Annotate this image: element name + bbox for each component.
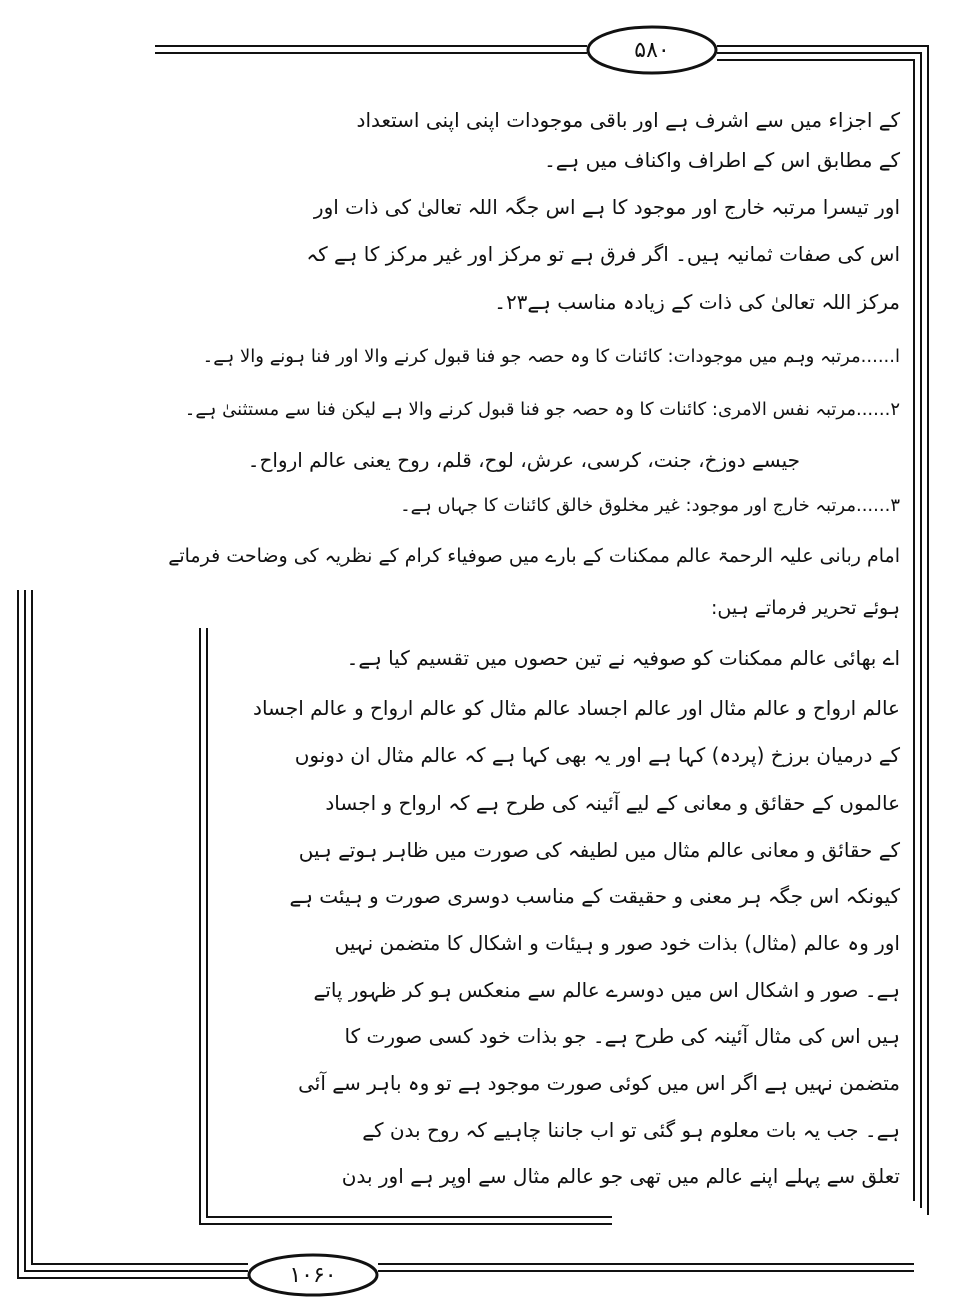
text-line: مرکز اللہ تعالیٰ کی ذات کے زیادہ مناسب ہے۲۳۔ <box>494 290 900 314</box>
quote-line: عالموں کے حقائق و معانی کے لیے آئینہ کی طرح ہے کہ ارواح و اجساد <box>325 791 900 815</box>
list-item: ۳......مرتبہ خارج اور موجود: غیر مخلوق خالق کائنات کا جہاں ہے۔ <box>400 495 900 516</box>
quote-line: ہے۔ جب یہ بات معلوم ہو گئی تو اب جاننا چاہیے کہ روح بدن کے <box>362 1118 900 1142</box>
text-line: ہوئے تحریر فرماتے ہیں: <box>711 597 900 619</box>
quote-line: کے حقائق و معانی عالم مثال میں لطیفہ کی صورت میں ظاہر ہوتے ہیں <box>298 838 900 862</box>
page-number-top: ۵۸۰ <box>634 37 670 63</box>
quote-line: تعلق سے پہلے اپنے عالم میں تھی جو عالم مثال سے اوپر ہے اور بدن <box>341 1164 900 1188</box>
quote-line: کیونکہ اس جگہ ہر معنی و حقیقت کے مناسب دوسری صورت و ہیئت ہے <box>289 884 900 908</box>
quote-line: کے درمیان برزخ (پردہ) کہا ہے اور یہ بھی کہا ہے کہ عالم مثال ان دونوں <box>294 743 900 767</box>
list-item: ا......مرتبہ وہم میں موجودات: کائنات کا وہ حصہ جو فنا قبول کرنے والا اور فنا ہونے والا ہے۔ <box>202 346 900 367</box>
text-line: کے اجزاء میں سے اشرف ہے اور باقی موجودات اپنی اپنی استعداد <box>356 108 900 132</box>
text-line: اس کی صفات ثمانیہ ہیں۔ اگر فرق ہے تو مرکز اور غیر مرکز کا ہے کہ <box>306 242 900 266</box>
quote-line: متضمن نہیں ہے اگر اس میں کوئی صورت موجود ہے تو وہ باہر سے آئی <box>298 1071 900 1095</box>
text-line: کے مطابق اس کے اطراف واکناف میں ہے۔ <box>544 148 900 172</box>
quote-line: عالم ارواح و عالم مثال اور عالم اجساد عالم مثال کو عالم ارواح و عالم اجساد <box>253 696 900 720</box>
quote-line: اے بھائی عالم ممکنات کو صوفیہ نے تین حصوں میں تقسیم کیا ہے۔ <box>346 646 900 670</box>
list-item: ۲......مرتبہ نفس الامری: کائنات کا وہ حصہ جو فنا قبول کرنے والا ہے لیکن فنا سے مستثنیٰ ہے۔ <box>184 399 900 420</box>
quote-line: ہے۔ صور و اشکال اس میں دوسرے عالم سے منعکس ہو کر ظہور پاتے <box>313 978 900 1002</box>
page-number-bottom: ۱۰۶۰ <box>289 1262 337 1288</box>
quote-line: اور وہ عالم (مثال) بذات خود صور و ہیئات و اشکال کا متضمن نہیں <box>334 931 900 955</box>
list-item: جیسے دوزخ، جنت، کرسی، عرش، لوح، قلم، روح یعنی عالم ارواح۔ <box>247 448 800 472</box>
quote-line: ہیں اس کی مثال آئینہ کی طرح ہے۔ جو بذات خود کسی صورت کا <box>344 1024 900 1048</box>
text-line: امام ربانی علیہ الرحمۃ عالم ممکنات کے بارے میں صوفیاء کرام کے نظریہ کی وضاحت فرماتے <box>168 545 900 567</box>
text-line: اور تیسرا مرتبہ خارج اور موجود کا ہے اس جگہ اللہ تعالیٰ کی ذات اور <box>313 195 900 219</box>
